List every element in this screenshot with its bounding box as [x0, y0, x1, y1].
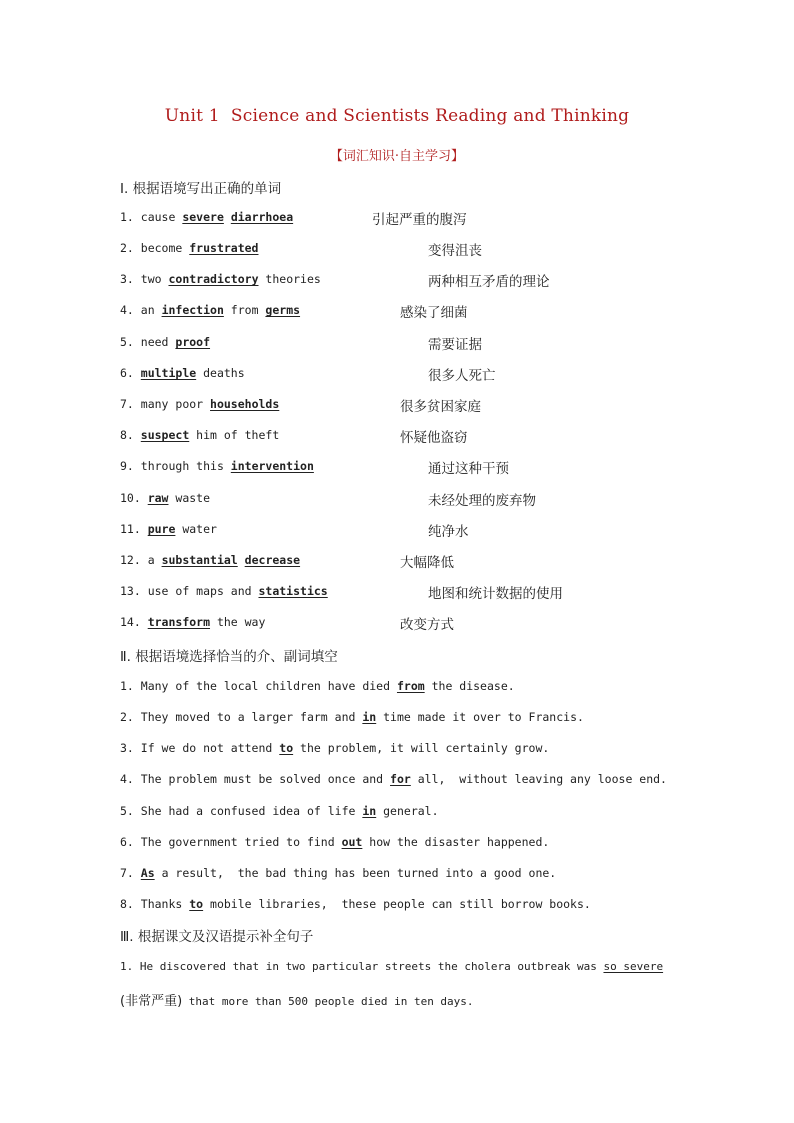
item-number: 7. [120, 866, 141, 880]
vocab-item [120, 303, 468, 321]
answer-word: proof [175, 335, 211, 349]
vocab-item [120, 210, 467, 228]
chinese-meaning: 很多人死亡 [428, 368, 496, 384]
item-number: 2. [120, 241, 141, 255]
answer-word: decrease [244, 553, 301, 567]
prompt-text: all, without leaving any loose end. [410, 772, 667, 786]
sentence [141, 710, 584, 724]
answer-word: germs [265, 303, 301, 317]
prompt-text: cause [140, 210, 183, 224]
chinese-meaning: 地图和统计数据的使用 [428, 586, 563, 602]
part1-heading: Ⅰ. 根据语境写出正确的单词 [120, 181, 282, 197]
answer-word: from [396, 679, 425, 693]
prompt-text: water [175, 522, 217, 536]
item-number: 1. [120, 960, 140, 973]
answer-word: pure [147, 522, 176, 536]
prompt-text: the problem, it will certainly grow. [293, 741, 550, 755]
item-number: 13. [120, 584, 148, 598]
chinese-meaning: 怀疑他盗窃 [400, 430, 468, 446]
prompt-text [238, 553, 245, 567]
answer-word: in [362, 710, 377, 724]
answer-word: out [341, 835, 363, 849]
item-number: 8. [120, 897, 141, 911]
prompt-text: general. [376, 804, 439, 818]
fill-blank-item [120, 804, 439, 818]
prompt-text: She had a confused idea of life [140, 804, 363, 818]
vocab-item [120, 428, 468, 446]
item-number: 8. [120, 428, 141, 442]
sentence [141, 741, 550, 755]
answer-word: diarrhoea [230, 210, 294, 224]
english-phrase [141, 366, 245, 380]
answer-word: raw [147, 491, 169, 505]
prompt-text: a [147, 553, 162, 567]
prompt-text: two [140, 272, 169, 286]
item-number: 1. [120, 679, 141, 693]
prompt-text: time made it over to Francis. [376, 710, 584, 724]
vocab-item [120, 397, 481, 415]
prompt-text: theories [258, 272, 321, 286]
answer-word: infection [161, 303, 224, 317]
section-subtitle: 【词汇知识·自主学习】 [329, 149, 465, 164]
chinese-meaning: 很多贫困家庭 [400, 399, 481, 415]
vocab-item [120, 272, 550, 290]
fill-blank-item [120, 897, 591, 911]
english-phrase [141, 459, 314, 473]
prompt-text: If we do not attend [140, 741, 280, 755]
prompt-text: through this [140, 459, 231, 473]
item-number: 7. [120, 397, 141, 411]
chinese-meaning: 未经处理的废弃物 [428, 493, 536, 509]
sentence [141, 866, 556, 880]
item-number: 10. [120, 491, 148, 505]
prompt-text: the way [210, 615, 266, 629]
prompt-text: The problem must be solved once and [140, 772, 391, 786]
chinese-meaning: 引起严重的腹泻 [372, 212, 467, 228]
answer-word: statistics [258, 584, 328, 598]
prompt-text: need [140, 335, 176, 349]
english-phrase [148, 615, 266, 629]
prompt-text: The government tried to find [140, 835, 342, 849]
chinese-meaning: 感染了细菌 [400, 305, 468, 321]
english-phrase [141, 303, 300, 317]
part2-heading: Ⅱ. 根据语境选择恰当的介、副词填空 [120, 649, 338, 665]
vocab-item [120, 615, 454, 633]
item-number: 4. [120, 772, 141, 786]
part3-heading: Ⅲ. 根据课文及汉语提示补全句子 [120, 929, 314, 945]
answer-word: to [279, 741, 294, 755]
english-phrase [148, 553, 300, 567]
prompt-text: Thanks [140, 897, 190, 911]
english-phrase [141, 397, 280, 411]
chinese-hint: (非常严重) [120, 994, 183, 1009]
item-number: 6. [120, 366, 141, 380]
answer-word: intervention [230, 459, 314, 473]
answer-word: households [210, 397, 280, 411]
prompt-text: that more than 500 people died in ten days. [182, 995, 474, 1008]
prompt-text: waste [168, 491, 211, 505]
item-number: 1. [120, 210, 141, 224]
english-phrase [141, 272, 321, 286]
sentence [141, 679, 515, 693]
vocab-item [120, 366, 496, 384]
prompt-text: use of maps and [147, 584, 259, 598]
prompt-text: become [140, 241, 190, 255]
item-number: 14. [120, 615, 148, 629]
prompt-text: Many of the local children have died [140, 679, 397, 693]
chinese-meaning: 两种相互矛盾的理论 [428, 274, 550, 290]
sentence [141, 804, 439, 818]
prompt-text: deaths [196, 366, 245, 380]
chinese-meaning: 改变方式 [400, 617, 454, 633]
english-phrase [141, 428, 279, 442]
item-number: 6. [120, 835, 141, 849]
item-number: 3. [120, 272, 141, 286]
sentence-line [120, 960, 663, 973]
prompt-text: a result, the bad thing has been turned into a good one. [154, 866, 557, 880]
english-phrase [141, 210, 293, 224]
chinese-meaning: 需要证据 [428, 337, 482, 353]
item-number: 11. [120, 522, 148, 536]
english-phrase [148, 522, 217, 536]
answer-word: As [140, 866, 155, 880]
chinese-meaning: 通过这种干预 [428, 461, 509, 477]
prompt-text: the disease. [424, 679, 515, 693]
prompt-text: He discovered that in two particular streets the cholera outbreak was [139, 960, 604, 973]
fill-blank-item [120, 741, 549, 755]
vocab-item [120, 553, 454, 571]
item-number: 3. [120, 741, 141, 755]
chinese-meaning: 纯净水 [428, 524, 469, 540]
prompt-text: him of theft [189, 428, 280, 442]
prompt-text: how the disaster happened. [362, 835, 550, 849]
answer-word: substantial [161, 553, 238, 567]
vocab-item [120, 241, 482, 259]
sentence [141, 897, 591, 911]
fill-blank-item [120, 772, 667, 786]
answer-word: transform [147, 615, 211, 629]
answer-word: frustrated [189, 241, 259, 255]
answer-word: multiple [140, 366, 197, 380]
english-phrase [141, 241, 259, 255]
sentence-line [120, 990, 474, 1009]
answer-word: in [362, 804, 377, 818]
chinese-meaning: 大幅降低 [400, 555, 454, 571]
vocab-item [120, 584, 563, 602]
prompt-text [224, 210, 231, 224]
prompt-text: They moved to a larger farm and [140, 710, 363, 724]
english-phrase [141, 335, 210, 349]
answer-word: suspect [140, 428, 190, 442]
item-number: 5. [120, 804, 141, 818]
answer-word: contradictory [168, 272, 259, 286]
answer-word: for [390, 772, 411, 786]
prompt-text: many poor [140, 397, 211, 411]
fill-blank-item [120, 866, 556, 880]
item-number: 5. [120, 335, 141, 349]
fill-blank-item [120, 835, 549, 849]
prompt-text: an [140, 303, 162, 317]
sentence [141, 835, 550, 849]
vocab-item [120, 335, 482, 353]
fill-blank-item [120, 679, 515, 693]
answer-word: to [189, 897, 204, 911]
chinese-meaning: 变得沮丧 [428, 243, 482, 259]
english-phrase [148, 584, 328, 598]
vocab-item [120, 459, 509, 477]
vocab-item [120, 491, 536, 509]
item-number: 4. [120, 303, 141, 317]
english-phrase [148, 491, 210, 505]
prompt-text: from [223, 303, 266, 317]
item-number: 2. [120, 710, 141, 724]
item-number: 9. [120, 459, 141, 473]
item-number: 12. [120, 553, 148, 567]
sentence [141, 772, 667, 786]
unit-title: Unit 1 Science and Scientists Reading and Thinking [164, 106, 630, 126]
prompt-text: mobile libraries, these people can still borrow books. [203, 897, 591, 911]
answer-word: severe [182, 210, 224, 224]
vocab-item [120, 522, 469, 540]
fill-blank-item [120, 710, 584, 724]
answer-word: so severe [603, 960, 664, 973]
